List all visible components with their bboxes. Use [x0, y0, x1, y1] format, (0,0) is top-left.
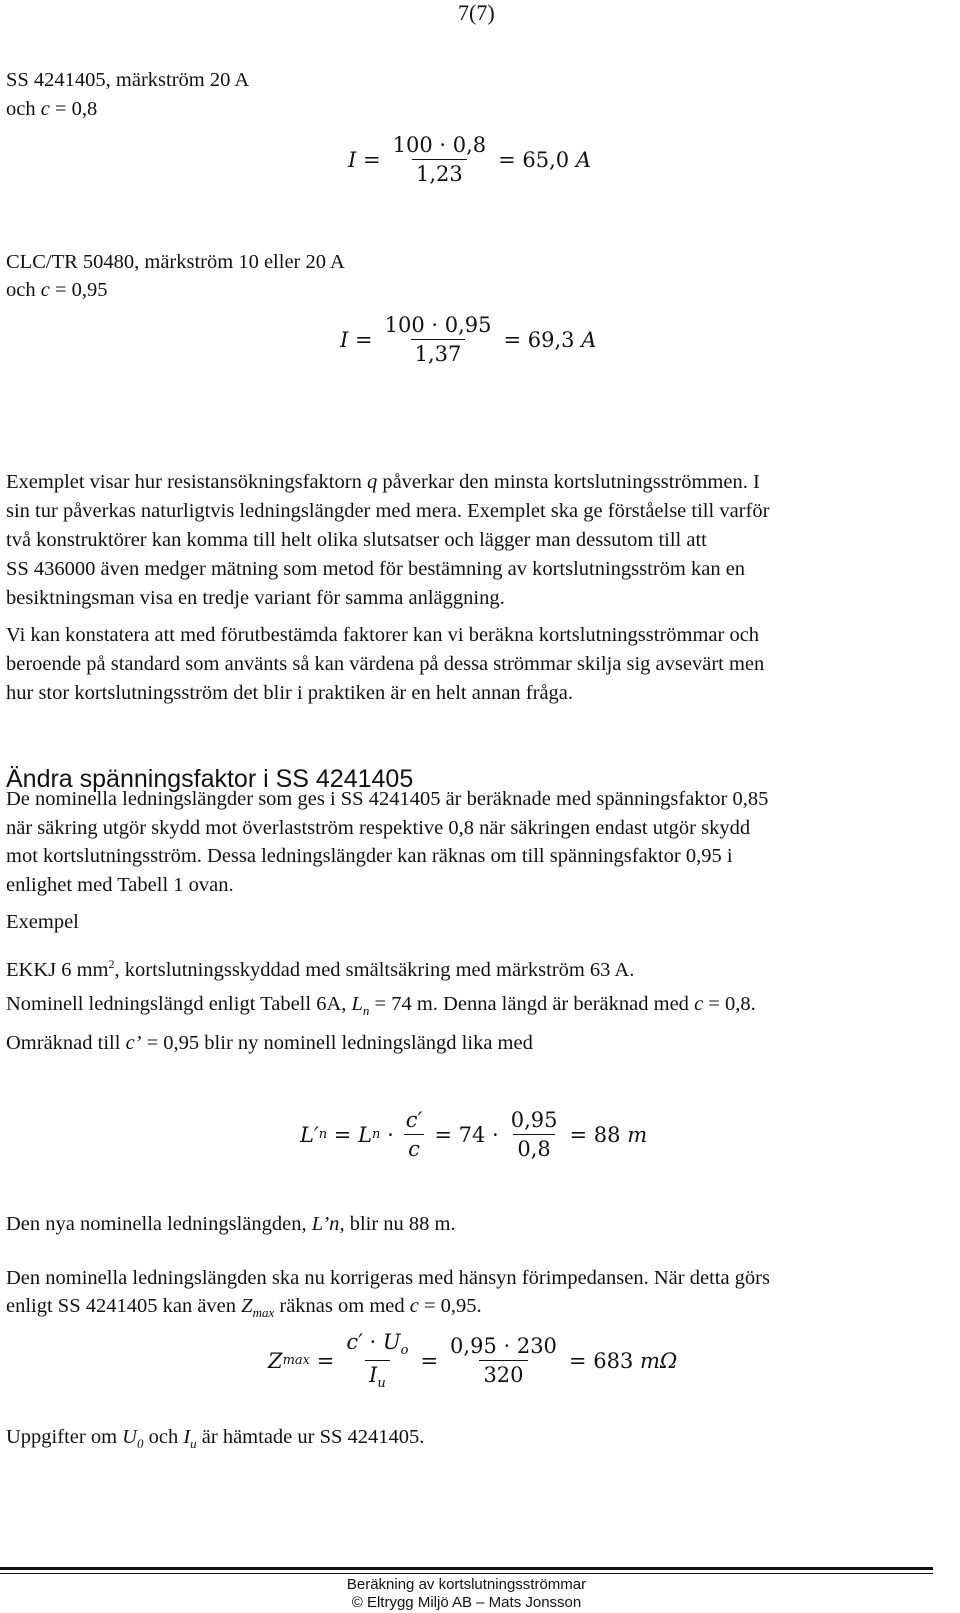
case1-line2: och c = 0,8	[6, 98, 98, 120]
case2-line2: och c = 0,95	[6, 279, 108, 301]
page-number: 7(7)	[458, 0, 495, 25]
case2-line1: CLC/TR 50480, märkström 10 eller 20 A	[6, 251, 345, 273]
nominell-line: Nominell ledningslängd enligt Tabell 6A, $L_n = 74$ m. Denna längd är beräknad med c = 0,8.	[6, 993, 756, 1019]
equation-zmax: Z max = $\frac{c' \cdot U_o}{I_u}$ = $\frac{0,95 \cdot 230}{320}$ = 683 mΩ	[268, 1330, 678, 1392]
footer-rule-thin	[0, 1573, 933, 1574]
ekkj-line: EKKJ 6 $mm^2$, kortslutningsskyddad med smältsäkring med märkström 63 A.	[6, 957, 635, 981]
omraknad-line: Omräknad till c’ = 0,95 blir ny nominell ledningslängd lika med	[6, 1032, 533, 1054]
footer-copyright: © Eltrygg Miljö AB – Mats Jonsson	[351, 1594, 582, 1611]
case1-line1: SS 4241405, märkström 20 A	[6, 69, 250, 91]
equation-case2: I = $\frac{100 \cdot 0,95}{1,37}$ = 69,3 A	[340, 313, 597, 366]
footer-title: Beräkning av kortslutningsströmmar	[346, 1576, 587, 1593]
example-label: Exempel	[6, 911, 79, 933]
nya-line: Den nya nominella ledningslängden, L’n, blir nu 88 m.	[6, 1213, 456, 1235]
equation-nominal-length: L′ n = L n · $\frac{c'}{c}$ = 74 · $\frac{0,95}{0,8}$ = 88 m	[300, 1108, 648, 1161]
footer-rule	[0, 1567, 933, 1570]
section-heading: Ändra spänningsfaktor i SS 4241405	[6, 765, 414, 793]
equation-case1: I = $\frac{100 \cdot 0,8}{1,23}$ = 65,0 A	[348, 133, 592, 186]
uppgifter-line: Uppgifter om $U_0$ och $I_u$ är hämtade ur SS 4241405.	[6, 1426, 425, 1452]
